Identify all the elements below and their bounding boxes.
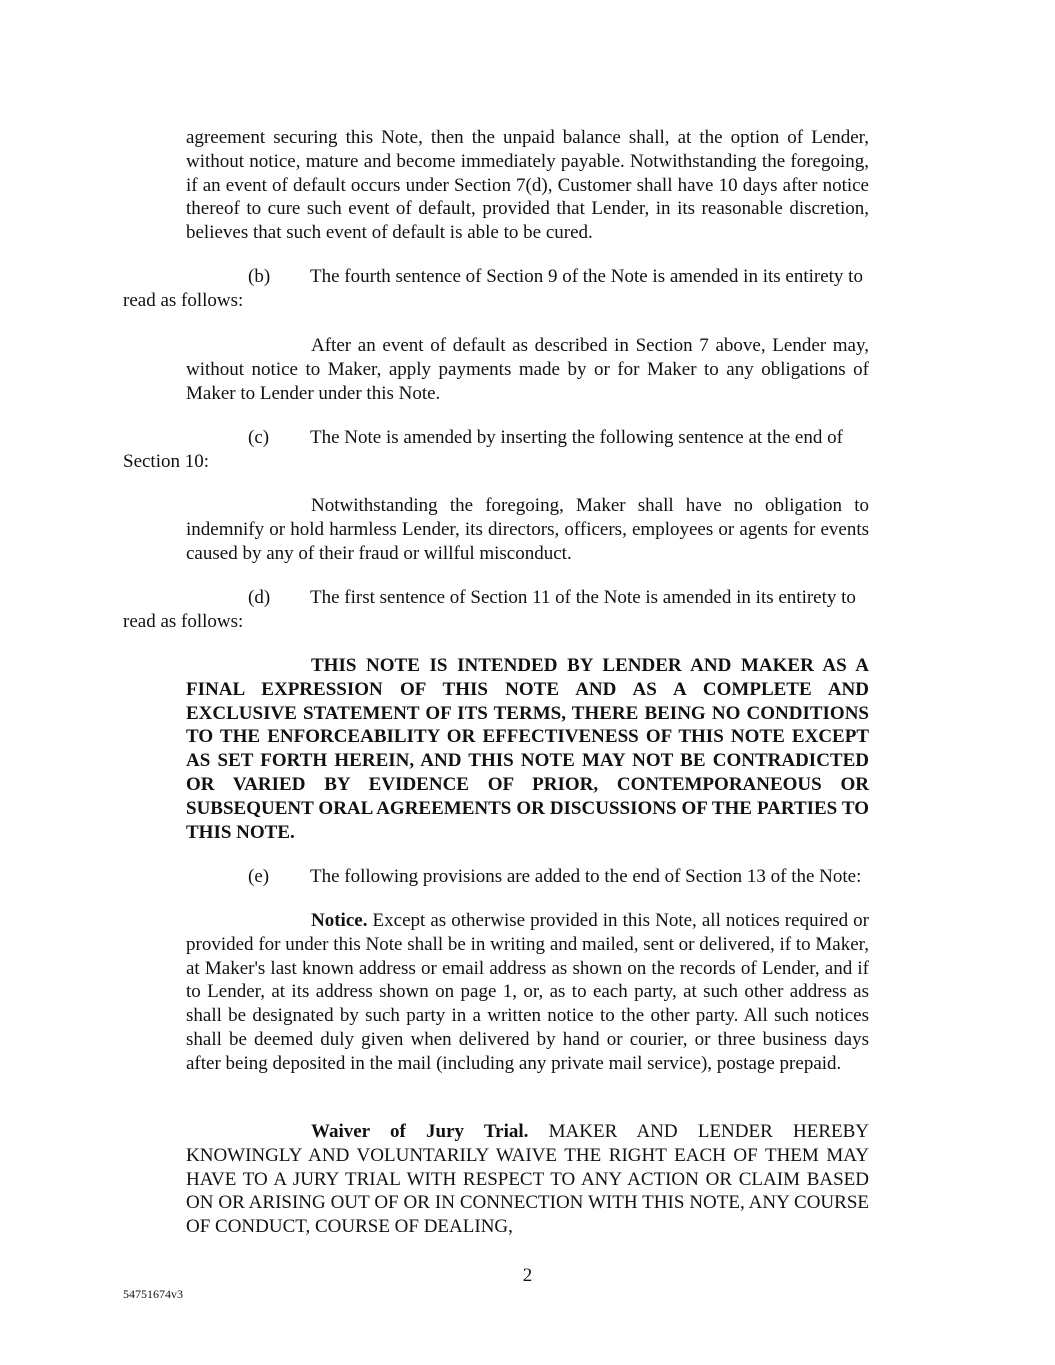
item-c-label: (c) bbox=[248, 427, 270, 448]
item-b-intro-text: The fourth sentence of Section 9 of the Note is amended in its entirety to bbox=[310, 266, 863, 287]
item-c-intro-cont: Section 10: bbox=[123, 450, 210, 472]
notice-paragraph bbox=[186, 909, 869, 1076]
item-b-label: (b) bbox=[248, 266, 271, 287]
item-c-intro bbox=[123, 426, 913, 474]
item-e-intro-text: The following provisions are added to the end of Section 13 of the Note: bbox=[310, 866, 862, 887]
document-id: 54751674v3 bbox=[123, 1287, 183, 1301]
item-d-intro-cont: read as follows: bbox=[123, 610, 244, 632]
jury-waiver-heading: Waiver of Jury Trial. bbox=[311, 1121, 529, 1142]
notice-heading: Notice. bbox=[311, 910, 368, 931]
page-number: 2 bbox=[522, 1265, 533, 1286]
item-c-intro-text: The Note is amended by inserting the following sentence at the end of bbox=[310, 427, 843, 448]
continuation-paragraph: agreement securing this Note, then the unpaid balance shall, at the option of Lender, without notice, mature and become immediately payable. Notwithstanding the foregoing, if an event of default occurs under Section 7(d), Customer shall have 10 days after notice thereof to cure such event of default, provided that Lender, in its reasonable discretion, believes that such event of default is able to be cured. bbox=[186, 127, 869, 244]
item-e-label: (e) bbox=[248, 866, 270, 887]
jury-waiver-paragraph bbox=[186, 1120, 869, 1239]
item-e-intro bbox=[123, 865, 913, 889]
jury-waiver-text: MAKER AND LENDER HEREBY KNOWINGLY AND VOLUNTARILY WAIVE THE RIGHT EACH OF THEM MAY HAVE TO A JURY TRIAL WITH RESPECT TO ANY ACTION OR CLAIM BASED ON OR ARISING OUT OF OR IN CONNECTION WITH THIS NOTE, ANY COURSE OF CONDUCT, COURSE OF DEALING, bbox=[186, 1121, 869, 1238]
item-b-intro bbox=[123, 265, 913, 313]
item-d-label: (d) bbox=[248, 587, 271, 608]
item-d-body: THIS NOTE IS INTENDED BY LENDER AND MAKER AS A FINAL EXPRESSION OF THIS NOTE AND AS A COMPLETE AND EXCLUSIVE STATEMENT OF ITS TERMS, THERE BEING NO CONDITIONS TO THE ENFORCEABILITY OR EFFECTIVENESS OF THIS NOTE EXCEPT AS SET FORTH HEREIN, AND THIS NOTE MAY NOT BE CONTRADICTED OR VARIED BY EVIDENCE OF PRIOR, CONTEMPORANEOUS OR SUBSEQUENT ORAL AGREEMENTS OR DISCUSSIONS OF THE PARTIES TO THIS NOTE. bbox=[186, 655, 869, 843]
item-b-intro-cont: read as follows: bbox=[123, 289, 244, 311]
item-b-body: After an event of default as described in Section 7 above, Lender may, without notice to Maker, apply payments made by or for Maker to any obligations of Maker to Lender under this Note. bbox=[186, 335, 869, 404]
notice-text: Except as otherwise provided in this Note, all notices required or provided for under this Note shall be in writing and mailed, sent or delivered, if to Maker, at Maker's last known address or email address as shown on the records of Lender, and if to Lender, at its address shown on page 1, or, as to each party, at such other address as shall be designated by such party in a written notice to the other party. All such notices shall be deemed duly given when delivered by hand or courier, or three business days after being deposited in the mail (including any private mail service), postage prepaid. bbox=[186, 910, 870, 1074]
item-c-body: Notwithstanding the foregoing, Maker shall have no obligation to indemnify or hold harmless Lender, its directors, officers, employees or agents for events caused by any of their fraud or willful misconduct. bbox=[186, 495, 869, 564]
item-d-intro bbox=[123, 586, 913, 634]
item-d-intro-text: The first sentence of Section 11 of the Note is amended in its entirety to bbox=[310, 587, 856, 608]
